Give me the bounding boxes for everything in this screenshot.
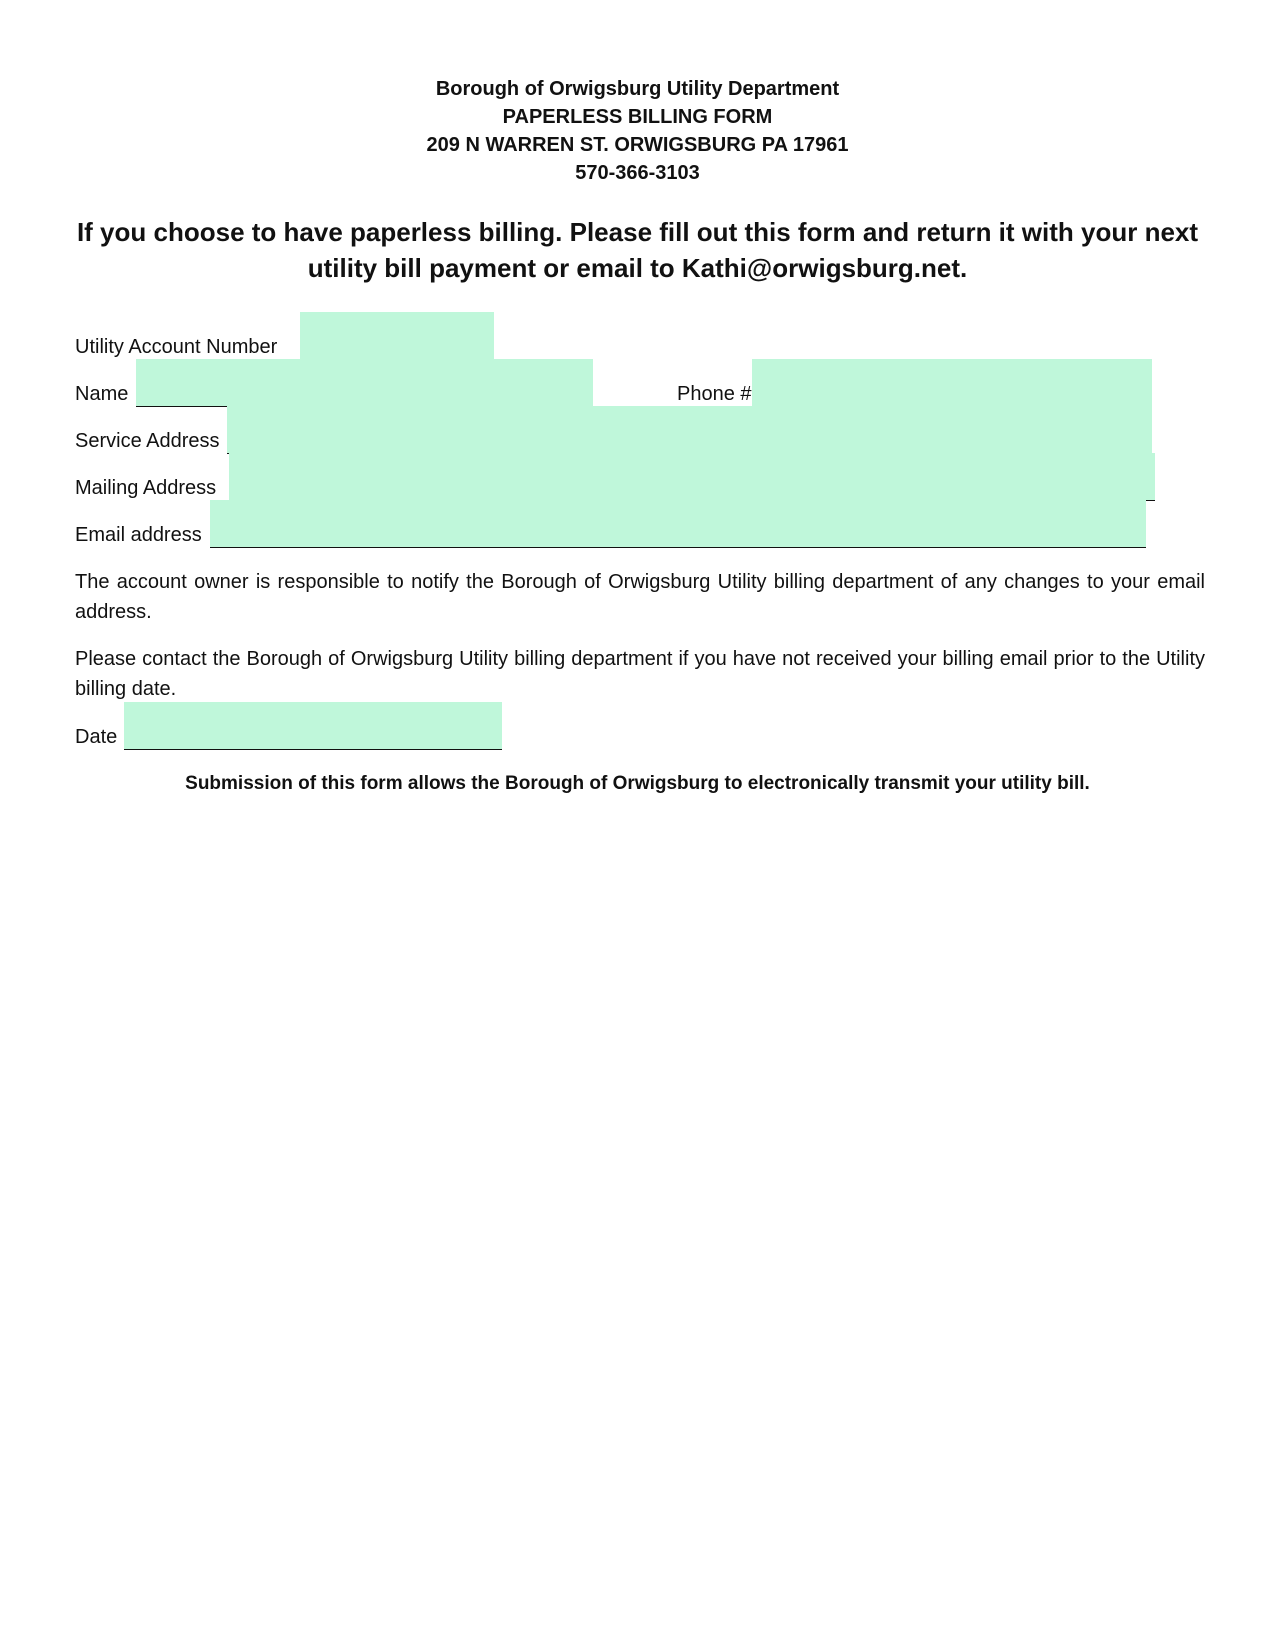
contact-notice: Please contact the Borough of Orwigsburg Utility billing department if you have not received your billing email prior to the Utility billing date. xyxy=(75,648,1205,700)
service-address-label: Service Address xyxy=(75,430,220,452)
date-field[interactable] xyxy=(124,702,502,750)
email-address-label: Email address xyxy=(75,524,202,546)
department-name: Borough of Orwigsburg Utility Department xyxy=(435,78,840,100)
department-phone: 570-366-3103 xyxy=(575,162,700,184)
name-label: Name xyxy=(75,383,129,405)
form-title: PAPERLESS BILLING FORM xyxy=(502,106,773,128)
owner-responsibility-notice: The account owner is responsible to notify the Borough of Orwigsburg Utility billing department of any changes to your email address. xyxy=(75,571,1205,623)
email-address-field[interactable] xyxy=(210,500,1146,548)
mailing-address-field[interactable] xyxy=(229,453,1155,501)
account-number-label: Utility Account Number xyxy=(75,336,278,358)
phone-field[interactable] xyxy=(752,359,1152,407)
date-label: Date xyxy=(75,726,118,748)
mailing-address-label: Mailing Address xyxy=(75,477,217,499)
instructions-heading: If you choose to have paperless billing. Please fill out this form and return it with your next utility bill payment or email to Kathi@orwigsburg.net. xyxy=(76,217,1199,283)
submission-note: Submission of this form allows the Borough of Orwigsburg to electronically transmit your utility bill. xyxy=(185,773,1090,794)
service-address-field[interactable] xyxy=(227,406,1152,454)
name-field[interactable] xyxy=(136,359,593,407)
account-number-field[interactable] xyxy=(300,312,494,360)
department-address: 209 N WARREN ST. ORWIGSBURG PA 17961 xyxy=(426,134,849,156)
phone-label: Phone # xyxy=(677,383,752,405)
